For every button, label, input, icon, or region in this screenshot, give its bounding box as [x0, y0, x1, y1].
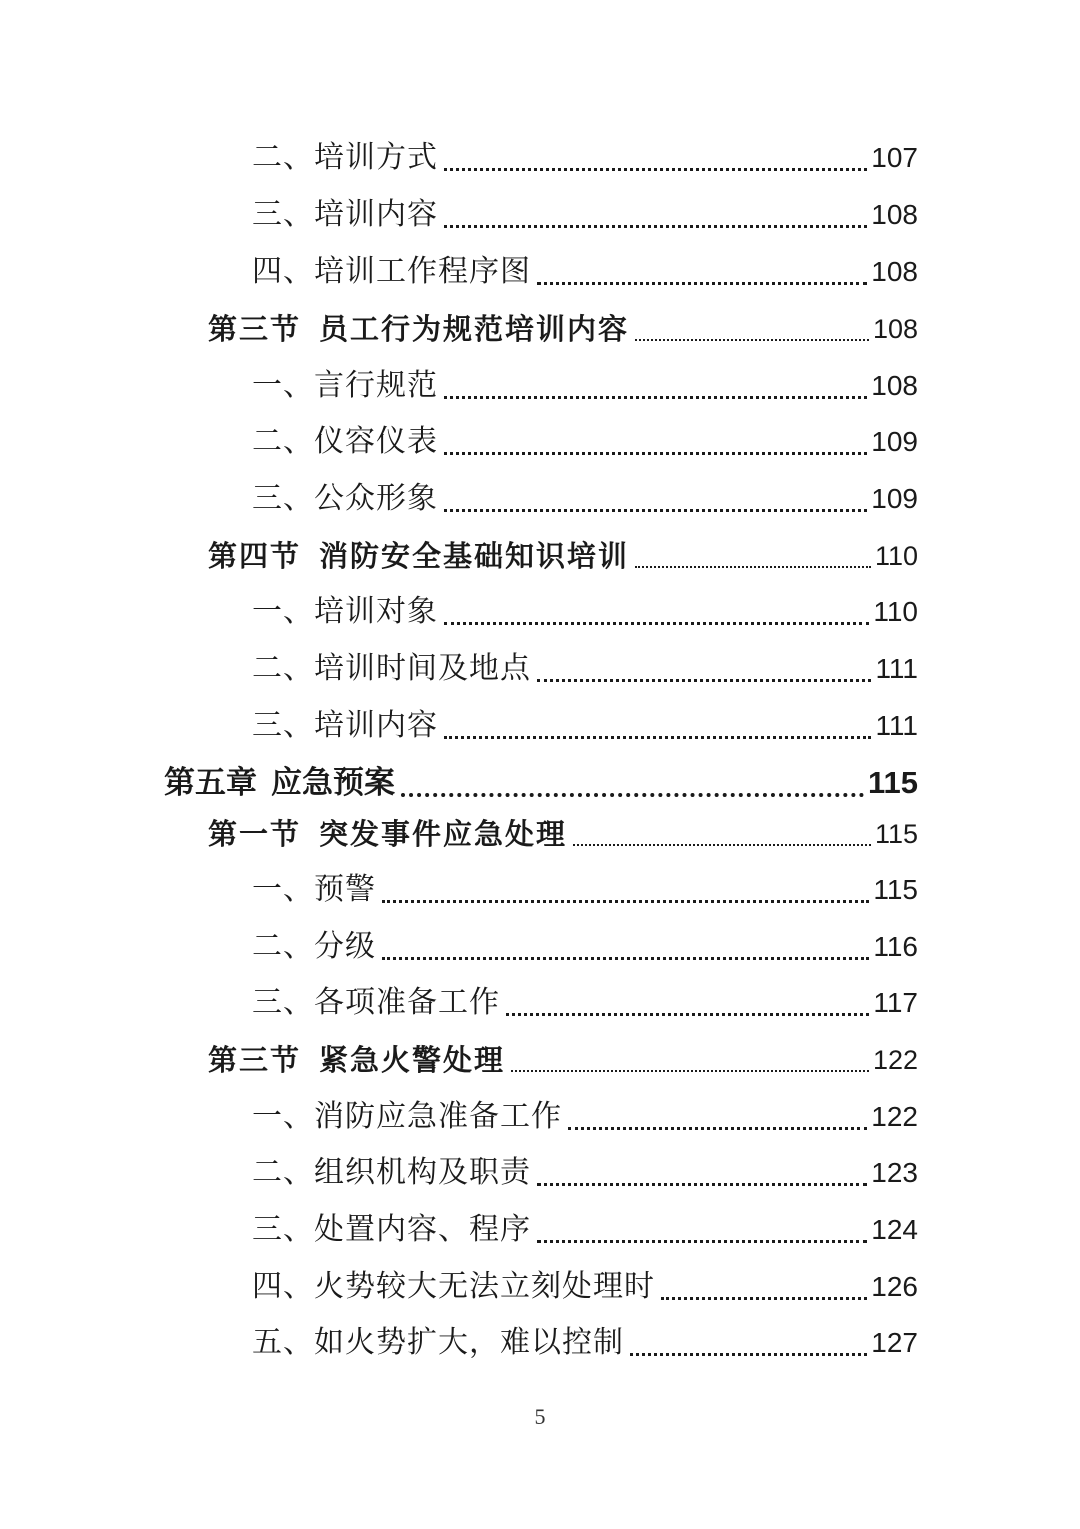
toc-entry-title: 四、培训工作程序图 — [252, 254, 531, 289]
dot-leader — [635, 339, 869, 341]
toc-entry-page: 116 — [873, 931, 918, 962]
toc-entry-title: 五、如火势扩大，难以控制 — [252, 1325, 624, 1360]
section-number: 第三节 — [208, 312, 302, 346]
dot-leader — [444, 225, 867, 228]
dot-leader — [661, 1297, 867, 1300]
dot-leader — [382, 900, 869, 903]
dot-leader — [573, 844, 871, 846]
toc-entry-title: 四、火势较大无法立刻处理时 — [252, 1269, 655, 1304]
section-name: 员工行为规范培训内容 — [319, 312, 630, 346]
toc-entry-page: 122 — [872, 1045, 918, 1075]
section-number: 第一节 — [208, 817, 302, 851]
dot-leader — [537, 282, 867, 285]
toc-entry-page: 115 — [867, 765, 918, 800]
toc-entry-page: 111 — [875, 653, 918, 684]
toc-entry-title: 三、处置内容、程序 — [252, 1212, 531, 1247]
toc-entry-page: 108 — [871, 256, 918, 287]
toc-entry[interactable] — [252, 1151, 918, 1195]
toc-entry[interactable] — [252, 136, 918, 180]
toc-entry[interactable] — [252, 364, 918, 408]
dot-leader — [506, 1013, 869, 1016]
chapter-name: 应急预案 — [271, 765, 395, 801]
toc-chapter-title — [164, 759, 395, 807]
toc-entry[interactable] — [252, 868, 918, 912]
dot-leader — [382, 957, 869, 960]
dot-leader — [537, 679, 871, 682]
toc-entry[interactable] — [252, 1265, 918, 1309]
toc-entry[interactable] — [252, 193, 918, 237]
toc-entry[interactable] — [252, 477, 918, 521]
toc-entry-page: 127 — [871, 1327, 918, 1358]
section-name: 消防安全基础知识培训 — [319, 539, 630, 573]
dot-leader — [511, 1070, 869, 1072]
toc-entry[interactable] — [252, 420, 918, 464]
toc-section-entry[interactable] — [208, 1038, 918, 1082]
dot-leader — [635, 566, 871, 568]
toc-entry-page: 124 — [871, 1214, 918, 1245]
toc-entry-title: 二、仪容仪表 — [252, 424, 438, 459]
dot-leader — [537, 1240, 867, 1243]
dot-leader — [444, 622, 869, 625]
toc-entry[interactable] — [252, 1321, 918, 1365]
toc-entry-page: 115 — [874, 819, 918, 849]
toc-entry[interactable] — [252, 704, 918, 748]
toc-entry-title: 三、培训内容 — [252, 708, 438, 743]
toc-section-entry[interactable] — [208, 307, 918, 351]
toc-entry-title: 三、培训内容 — [252, 197, 438, 232]
toc-entry-title: 一、预警 — [252, 872, 376, 907]
section-name: 紧急火警处理 — [319, 1043, 506, 1077]
toc-entry[interactable] — [252, 981, 918, 1025]
dot-leader — [537, 1183, 867, 1186]
toc-entry-page: 110 — [874, 541, 918, 571]
toc-entry-page: 122 — [871, 1101, 918, 1132]
dot-leader — [630, 1353, 867, 1356]
dot-leader — [444, 509, 867, 512]
toc-entry-page: 108 — [871, 370, 918, 401]
toc-entry-page: 108 — [872, 314, 918, 344]
toc-entry-title: 三、各项准备工作 — [252, 985, 500, 1020]
toc-section-title — [208, 1038, 505, 1082]
toc-entry-page: 123 — [871, 1157, 918, 1188]
dot-leader — [444, 396, 867, 399]
toc-entry[interactable] — [252, 925, 918, 969]
toc-entry-page: 109 — [871, 483, 918, 514]
dot-leader — [444, 452, 867, 455]
toc-entry[interactable] — [252, 1208, 918, 1252]
toc-entry-title: 一、消防应急准备工作 — [252, 1099, 562, 1134]
toc-entry[interactable] — [252, 590, 918, 634]
toc-entry-title: 二、培训时间及地点 — [252, 651, 531, 686]
toc-entry-page: 115 — [873, 874, 918, 905]
section-number: 第三节 — [208, 1043, 302, 1077]
toc-chapter-entry[interactable] — [164, 759, 918, 807]
section-name: 突发事件应急处理 — [319, 817, 568, 851]
toc-section-entry[interactable] — [208, 534, 918, 578]
page-number: 5 — [534, 1404, 546, 1429]
toc-entry-page: 111 — [875, 710, 918, 741]
toc-section-entry[interactable] — [208, 812, 918, 856]
toc-entry-page: 109 — [871, 426, 918, 457]
dot-leader — [444, 168, 867, 171]
chapter-number: 第五章 — [164, 765, 257, 801]
section-number: 第四节 — [208, 539, 302, 573]
toc-entry[interactable] — [252, 647, 918, 691]
toc-entry[interactable] — [252, 250, 918, 294]
toc-entry-page: 110 — [873, 596, 918, 627]
toc-entry-page: 107 — [871, 142, 918, 173]
dot-leader — [444, 736, 871, 739]
toc-entry-title: 二、组织机构及职责 — [252, 1155, 531, 1190]
toc-entry-title: 一、言行规范 — [252, 368, 438, 403]
toc-section-title — [208, 307, 629, 351]
toc-entry-title: 三、公众形象 — [252, 481, 438, 516]
toc-entry[interactable] — [252, 1095, 918, 1139]
toc-entry-page: 108 — [871, 199, 918, 230]
toc-entry-title: 一、培训对象 — [252, 594, 438, 629]
toc-entry-page: 126 — [871, 1271, 918, 1302]
dot-leader — [401, 793, 864, 797]
toc-entry-title: 二、分级 — [252, 929, 376, 964]
dot-leader — [568, 1127, 867, 1130]
toc-entry-title: 二、培训方式 — [252, 140, 438, 175]
toc-section-title — [208, 812, 567, 856]
toc-entry-page: 117 — [873, 987, 918, 1018]
toc-section-title — [208, 534, 629, 578]
